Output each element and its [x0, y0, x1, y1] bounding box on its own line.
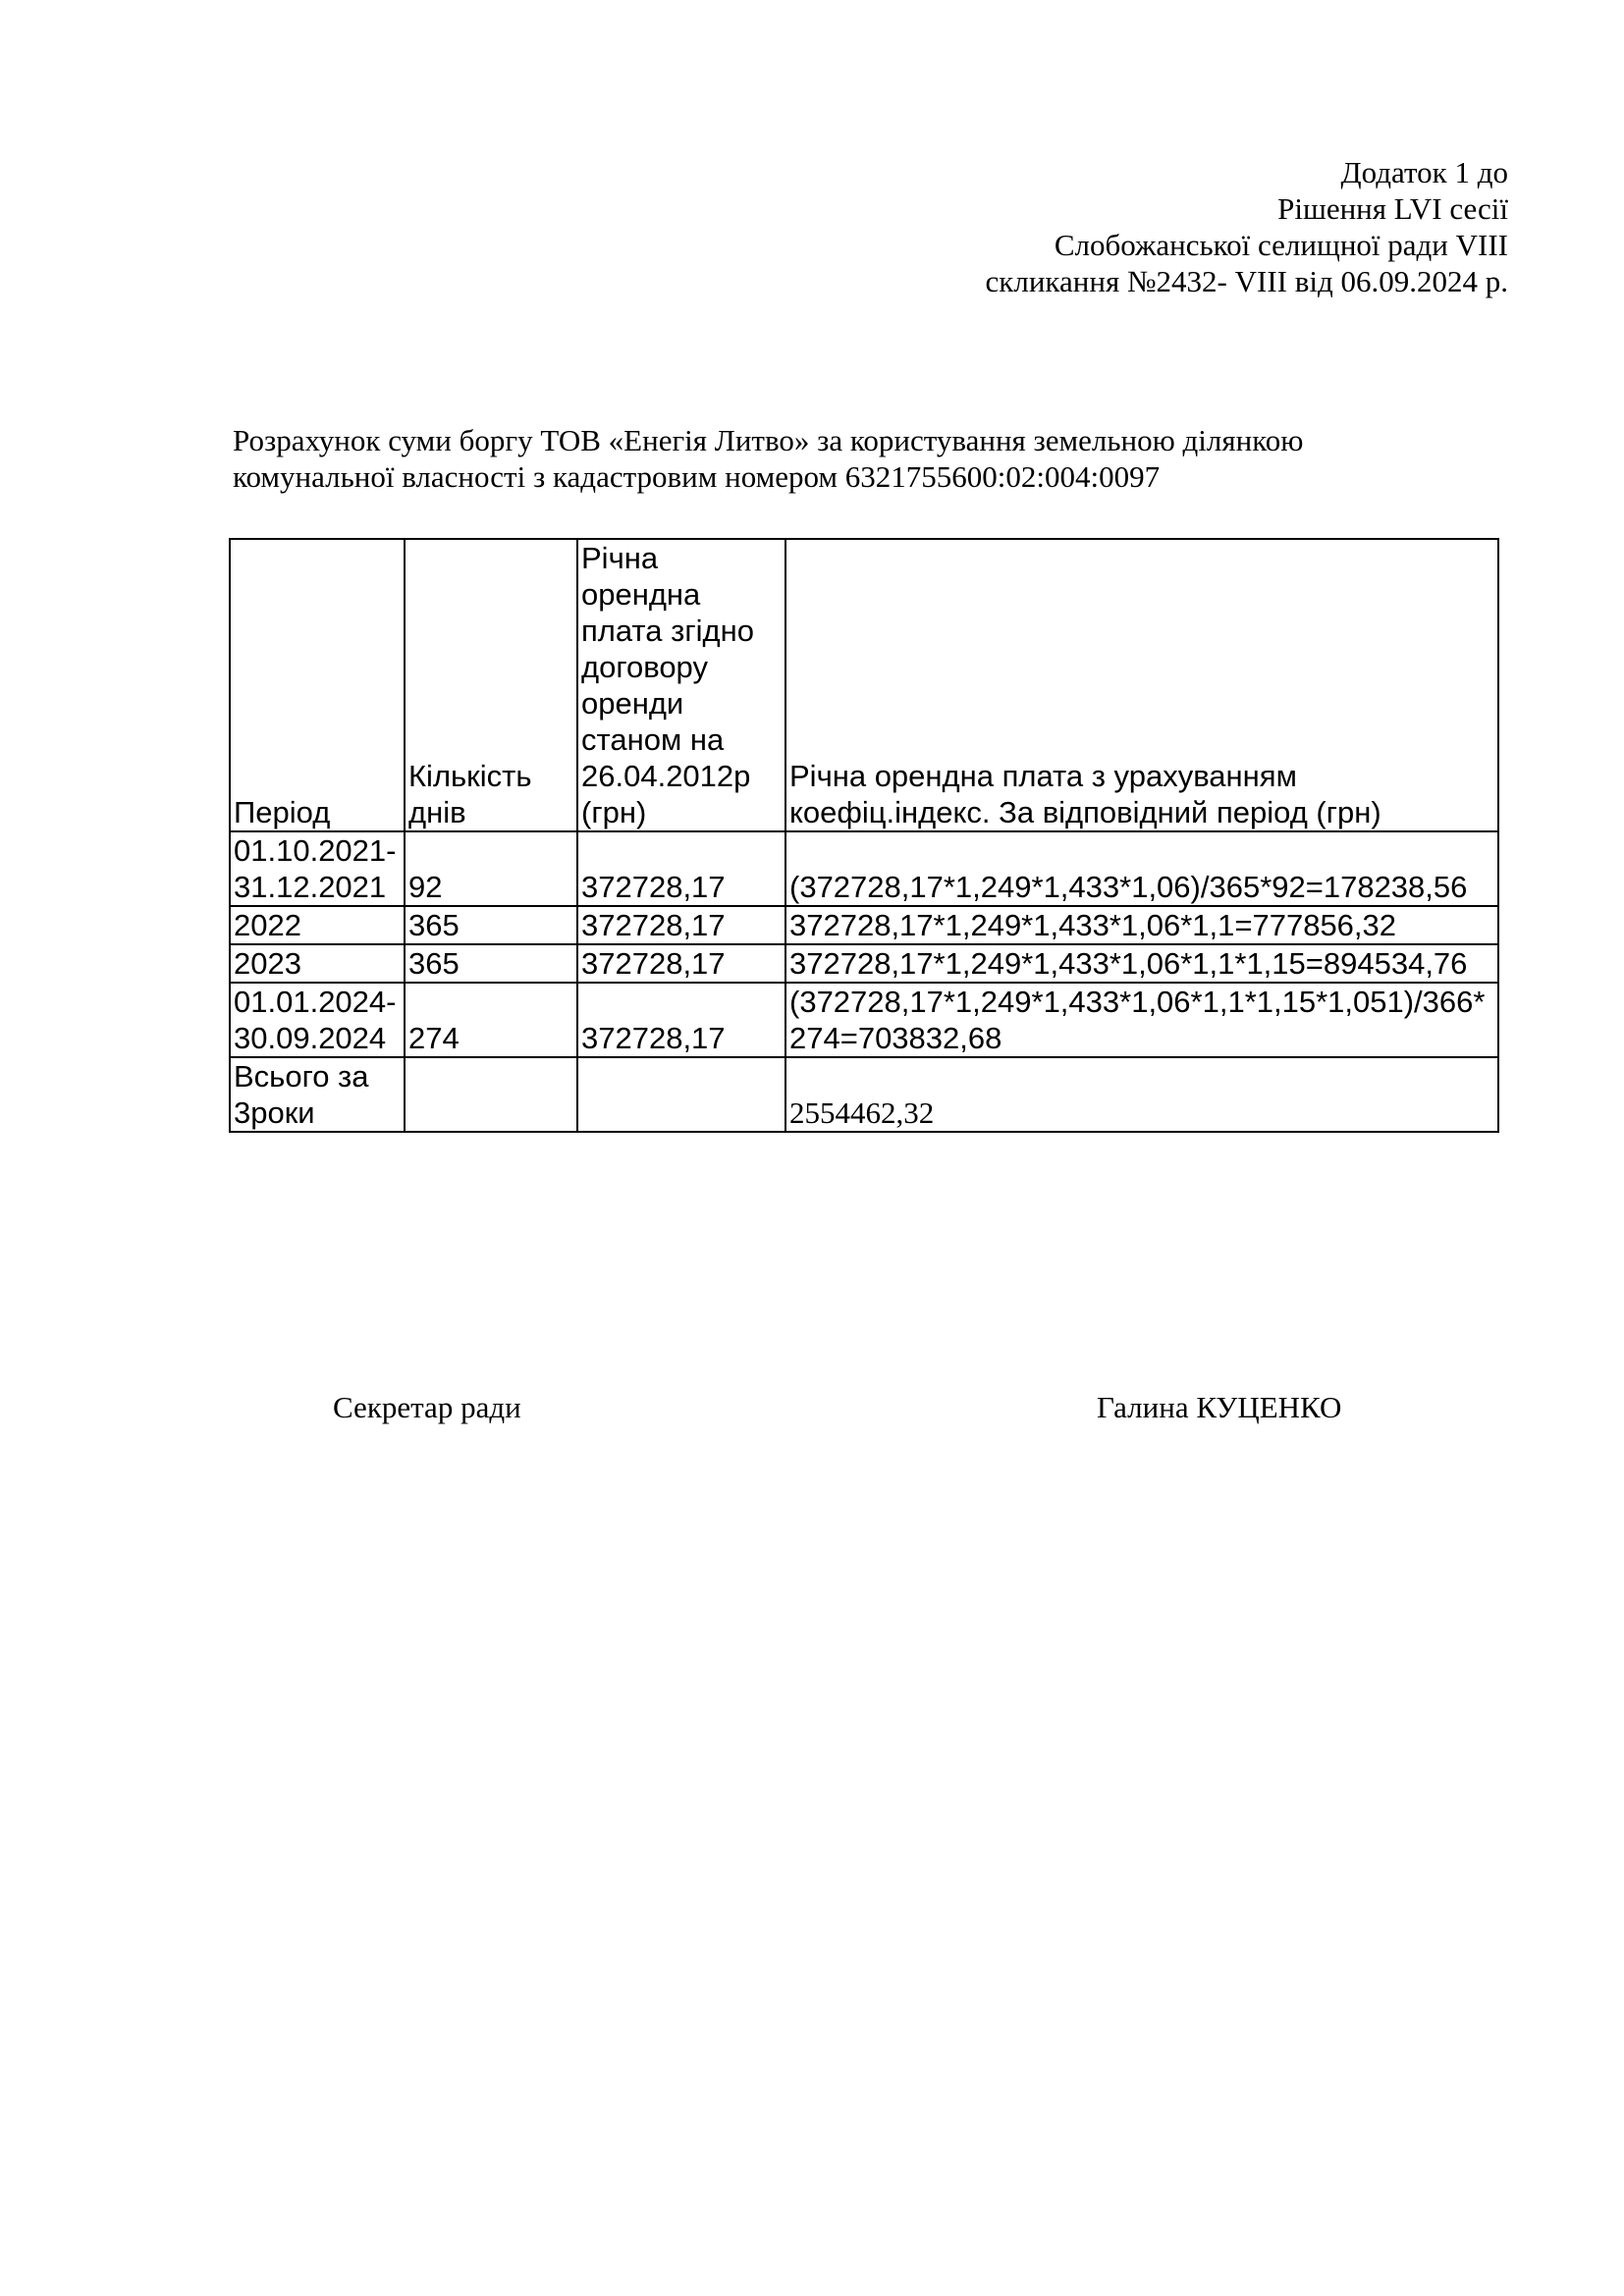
cell-rent: 372728,17 — [577, 983, 785, 1057]
total-value: 2554462,32 — [785, 1057, 1498, 1132]
table-row — [230, 831, 1498, 906]
appendix-header — [986, 154, 1508, 299]
table-header-row — [230, 539, 1498, 831]
header-rent: Річна орендна плата згідно договору оренди станом на 26.04.2012р (грн) — [577, 539, 785, 831]
cell-period: 2023 — [230, 944, 405, 983]
title-line-1: Розрахунок суми боргу ТОВ «Енегія Литво» за користування земельною ділянкою — [233, 423, 1304, 457]
appendix-line: Рішення LVI сесії — [1277, 191, 1508, 226]
cell-rent: 372728,17 — [577, 906, 785, 944]
appendix-line: скликання №2432- VIII від 06.09.2024 р. — [985, 264, 1508, 298]
cell-calc: 372728,17*1,249*1,433*1,06*1,1*1,15=894534,76 — [785, 944, 1498, 983]
cell-calc: (372728,17*1,249*1,433*1,06)/365*92=178238,56 — [785, 831, 1498, 906]
table-row — [230, 944, 1498, 983]
total-empty-rent — [577, 1057, 785, 1132]
cell-calc: 372728,17*1,249*1,433*1,06*1,1=777856,32 — [785, 906, 1498, 944]
title-line-2: комунальної власності з кадастровим номером 6321755600:02:004:0097 — [233, 459, 1161, 494]
cell-period: 2022 — [230, 906, 405, 944]
document-title — [233, 422, 1509, 495]
header-period: Період — [230, 539, 405, 831]
appendix-line: Додаток 1 до — [1340, 155, 1508, 189]
cell-period: 01.10.2021-31.12.2021 — [230, 831, 405, 906]
debt-calculation-table — [229, 538, 1499, 1133]
cell-days: 274 — [405, 983, 577, 1057]
cell-calc: (372728,17*1,249*1,433*1,06*1,1*1,15*1,051)/366*274=703832,68 — [785, 983, 1498, 1057]
table-row — [230, 906, 1498, 944]
table-total-row — [230, 1057, 1498, 1132]
cell-period: 01.01.2024-30.09.2024 — [230, 983, 405, 1057]
total-label: Всього за 3роки — [230, 1057, 405, 1132]
signature-position: Секретар ради — [333, 1390, 521, 1424]
cell-days: 365 — [405, 906, 577, 944]
total-empty-days — [405, 1057, 577, 1132]
appendix-line: Слобожанської селищної ради VIII — [1054, 228, 1508, 262]
cell-days: 92 — [405, 831, 577, 906]
cell-rent: 372728,17 — [577, 831, 785, 906]
table-row — [230, 983, 1498, 1057]
cell-days: 365 — [405, 944, 577, 983]
header-calc: Річна орендна плата з урахуванням коефіц.індекс. За відповідний період (грн) — [785, 539, 1498, 831]
header-days: Кількість днів — [405, 539, 577, 831]
cell-rent: 372728,17 — [577, 944, 785, 983]
signature-name: Галина КУЦЕНКО — [1097, 1390, 1342, 1424]
